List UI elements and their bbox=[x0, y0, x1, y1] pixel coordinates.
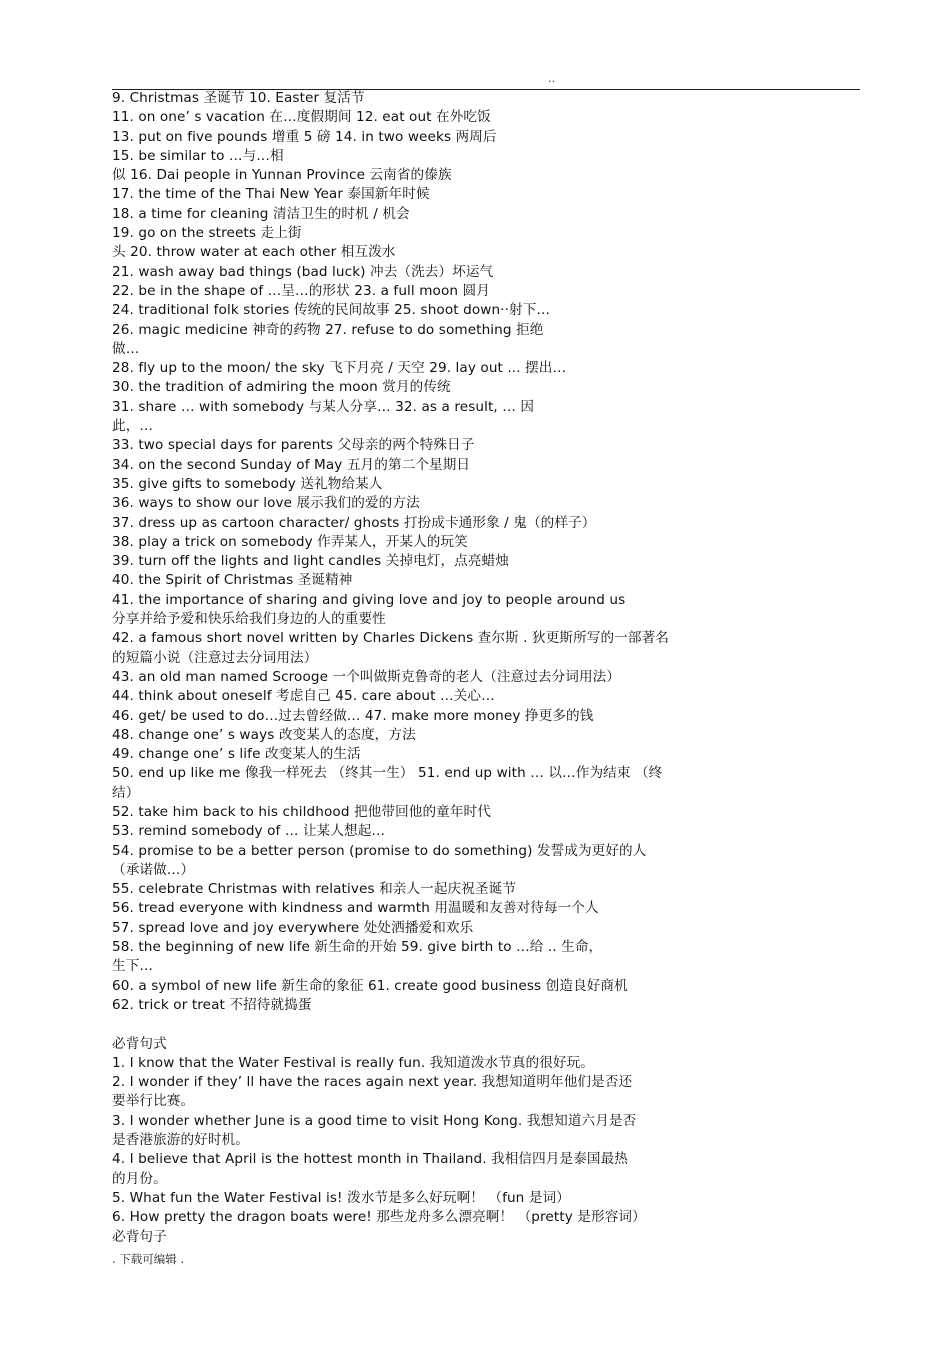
text-line: 6. How pretty the dragon boats were! 那些龙舟多么漂亮啊！ （pretty 是形容词） bbox=[112, 1209, 646, 1226]
text-line: 53. remind somebody of … 让某人想起… bbox=[112, 823, 386, 840]
text-line: 19. go on the streets 走上街 bbox=[112, 225, 302, 242]
footer-note: . 下载可编辑 . bbox=[112, 1252, 185, 1266]
text-line: 的月份。 bbox=[112, 1170, 167, 1187]
text-line: 要举行比赛。 bbox=[112, 1093, 195, 1110]
document-body bbox=[112, 89, 862, 1247]
text-line: 18. a time for cleaning 清洁卫生的时机 / 机会 bbox=[112, 205, 410, 222]
text-line: 42. a famous short novel written by Charles Dickens 查尔斯 . 狄更斯所写的一部著名 bbox=[112, 630, 669, 647]
text-line: 11. on one’ s vacation 在…度假期间 12. eat out 在外吃饭 bbox=[112, 109, 491, 126]
header-mark: .. bbox=[548, 72, 555, 85]
text-line: 17. the time of the Thai New Year 泰国新年时候 bbox=[112, 186, 430, 203]
text-line: 似 16. Dai people in Yunnan Province 云南省的傣族 bbox=[112, 167, 452, 184]
text-line: 36. ways to show our love 展示我们的爱的方法 bbox=[112, 495, 420, 512]
text-line: 28. fly up to the moon/ the sky 飞下月亮 / 天空 29. lay out ... 摆出… bbox=[112, 360, 567, 377]
text-line: 40. the Spirit of Christmas 圣诞精神 bbox=[112, 572, 353, 589]
text-line: 44. think about oneself 考虑自己 45. care about …关心… bbox=[112, 688, 495, 705]
text-line: 13. put on five pounds 增重 5 磅 14. in two weeks 两周后 bbox=[112, 128, 497, 145]
text-line: 54. promise to be a better person (promise to do something) 发誓成为更好的人 bbox=[112, 842, 647, 859]
text-line: 5. What fun the Water Festival is! 泼水节是多么好玩啊！ （fun 是词） bbox=[112, 1189, 570, 1206]
text-line: 48. change one’ s ways 改变某人的态度，方法 bbox=[112, 726, 416, 743]
text-line: 结） bbox=[112, 784, 140, 801]
text-line: 15. be similar to …与…相 bbox=[112, 147, 284, 164]
text-line: 9. Christmas 圣诞节 10. Easter 复活节 bbox=[112, 90, 365, 106]
text-line: 39. turn off the lights and light candles 关掉电灯，点亮蜡烛 bbox=[112, 553, 509, 570]
text-line: 此，… bbox=[112, 418, 154, 435]
text-line: 26. magic medicine 神奇的药物 27. refuse to do something 拒绝 bbox=[112, 321, 544, 338]
text-line: 必背句子 bbox=[112, 1228, 167, 1245]
text-line: 生下… bbox=[112, 958, 154, 975]
text-line: （承诺做…） bbox=[112, 861, 195, 878]
text-line: 57. spread love and joy everywhere 处处洒播爱和欢乐 bbox=[112, 919, 474, 936]
text-line: 分享并给予爱和快乐给我们身边的人的重要性 bbox=[112, 611, 386, 628]
text-line: 55. celebrate Christmas with relatives 和亲人一起庆祝圣诞节 bbox=[112, 881, 517, 898]
text-line: 35. give gifts to somebody 送礼物给某人 bbox=[112, 475, 383, 492]
text-line: 41. the importance of sharing and giving love and joy to people around us bbox=[112, 591, 626, 608]
text-line: 3. I wonder whether June is a good time to visit Hong Kong. 我想知道六月是否 bbox=[112, 1112, 637, 1129]
text-line: 22. be in the shape of …呈…的形状 23. a full moon 圆月 bbox=[112, 282, 490, 299]
text-line: 38. play a trick on somebody 作弄某人，开某人的玩笑 bbox=[112, 533, 468, 550]
text-line: 2. I wonder if they’ ll have the races again next year. 我想知道明年他们是否还 bbox=[112, 1074, 633, 1091]
text-line: 的短篇小说（注意过去分词用法） bbox=[112, 649, 318, 666]
text-line: 31. share … with somebody 与某人分享… 32. as a result, … 因 bbox=[112, 398, 535, 415]
text-line: 62. trick or treat 不招待就捣蛋 bbox=[112, 996, 312, 1013]
text-line: 30. the tradition of admiring the moon 赏月的传统 bbox=[112, 379, 451, 396]
text-line: 34. on the second Sunday of May 五月的第二个星期日 bbox=[112, 456, 471, 473]
text-line bbox=[112, 1015, 862, 1034]
text-line: 52. take him back to his childhood 把他带回他的童年时代 bbox=[112, 803, 491, 820]
text-line: 24. traditional folk stories 传统的民间故事 25. shoot down··射下… bbox=[112, 302, 551, 319]
text-line: 1. I know that the Water Festival is really fun. 我知道泼水节真的很好玩。 bbox=[112, 1054, 594, 1071]
text-line: 43. an old man named Scrooge 一个叫做斯克鲁奇的老人（注意过去分词用法） bbox=[112, 668, 621, 685]
text-line: 33. two special days for parents 父母亲的两个特殊日子 bbox=[112, 437, 475, 454]
text-line: 必背句式 bbox=[112, 1035, 167, 1052]
text-line: 46. get/ be used to do…过去曾经做… 47. make more money 挣更多的钱 bbox=[112, 707, 594, 724]
text-line: 做… bbox=[112, 340, 140, 357]
text-line: 是香港旅游的好时机。 bbox=[112, 1132, 249, 1149]
text-line: 21. wash away bad things (bad luck) 冲去（洗去）坏运气 bbox=[112, 263, 494, 280]
text-line: 4. I believe that April is the hottest month in Thailand. 我相信四月是泰国最热 bbox=[112, 1151, 628, 1168]
text-line: 50. end up like me 像我一样死去 （终其一生） 51. end up with … 以…作为结束 （终 bbox=[112, 765, 663, 782]
text-line: 60. a symbol of new life 新生命的象征 61. create good business 创造良好商机 bbox=[112, 977, 628, 994]
text-line: 49. change one’ s life 改变某人的生活 bbox=[112, 746, 361, 763]
text-line: 37. dress up as cartoon character/ ghosts 打扮成卡通形象 / 鬼（的样子） bbox=[112, 514, 596, 531]
text-line: 56. tread everyone with kindness and warmth 用温暖和友善对待每一个人 bbox=[112, 900, 599, 917]
text-line: 头 20. throw water at each other 相互泼水 bbox=[112, 244, 396, 261]
text-line: 58. the beginning of new life 新生命的开始 59. give birth to …给 .. 生命， bbox=[112, 939, 603, 956]
